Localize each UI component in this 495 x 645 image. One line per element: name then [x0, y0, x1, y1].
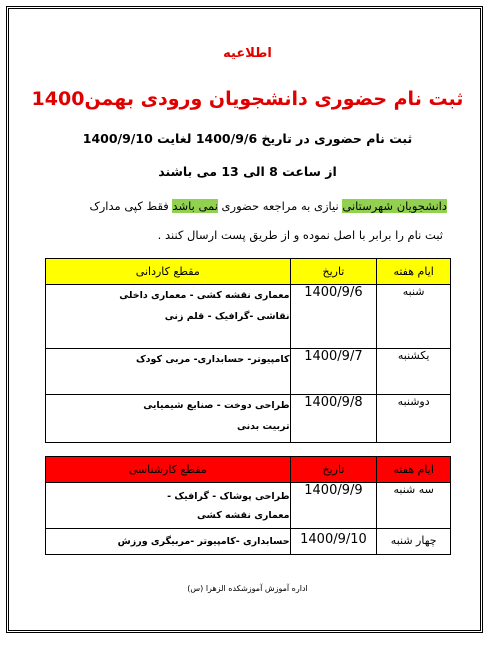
- row-majors: [46, 395, 291, 443]
- row-majors: [46, 349, 291, 395]
- major-line: طراحی پوشاک - گرافیک -: [167, 491, 290, 502]
- main-title: ثبت نام حضوری دانشجویان ورودی بهمن1400: [31, 88, 464, 110]
- table-row: [46, 285, 451, 349]
- registration-date-range: ثبت نام حضوری در تاریخ 1400/9/6 لغایت 1400/9/10: [82, 131, 413, 146]
- row-day: دوشنبه: [377, 395, 451, 443]
- row-date: 1400/9/6: [290, 285, 377, 349]
- major-line: نقاشی -گرافیک - قلم زنی: [164, 311, 290, 322]
- highlight-not-required: نمی باشد: [172, 199, 218, 213]
- out-of-town-notice-line-2: ثبت نام را برابر با اصل نموده و از طریق پست ارسال کنند .: [157, 228, 443, 242]
- row-majors: [46, 529, 291, 555]
- row-day: یکشنبه: [377, 349, 451, 395]
- header-date: تاریخ: [290, 259, 377, 285]
- row-date: 1400/9/9: [290, 483, 377, 529]
- kardani-schedule-table: [45, 258, 451, 443]
- header-section: مقطع کاردانی: [46, 259, 291, 285]
- table-row: [46, 529, 451, 555]
- major-line: معماری نقشه کشی: [196, 510, 290, 521]
- row-majors: [46, 285, 291, 349]
- row-date: 1400/9/7: [290, 349, 377, 395]
- footer-signature: اداره آموزش آموزشکده الزهرا (س): [187, 584, 308, 593]
- major-line: طراحی دوخت - صنایع شیمیایی: [143, 400, 290, 411]
- registration-hours: از ساعت 8 الی 13 می باشند: [158, 164, 337, 179]
- row-date: 1400/9/10: [290, 529, 377, 555]
- header-day: ایام هفته: [377, 457, 451, 483]
- karshenasi-schedule-table: [45, 456, 451, 555]
- notice-text-segment: فقط کپی مدارک: [89, 199, 173, 213]
- row-majors: [46, 483, 291, 529]
- row-day: سه شنبه: [377, 483, 451, 529]
- row-day: چهار شنبه: [377, 529, 451, 555]
- major-line: کامپیوتر- حسابداری- مربی کودک: [135, 354, 290, 365]
- table-header-row: [46, 259, 451, 285]
- major-line: حسابداری -کامپیوتر -مربیگری ورزش: [117, 536, 290, 547]
- notice-title: اطلاعیه: [223, 46, 272, 61]
- table-header-row: [46, 457, 451, 483]
- notice-text-segment: نیازی به مراجعه حضوری: [217, 199, 343, 213]
- major-line: تربیت بدنی: [237, 421, 290, 432]
- row-day: شنبه: [377, 285, 451, 349]
- table-row: [46, 395, 451, 443]
- header-section: مقطع کارشناسی: [46, 457, 291, 483]
- header-day: ایام هفته: [377, 259, 451, 285]
- major-line: معماری نقشه کشی - معماری داخلی: [119, 290, 290, 301]
- highlight-out-of-town-students: دانشجویان شهرستانی: [342, 199, 447, 213]
- table-row: [46, 483, 451, 529]
- row-date: 1400/9/8: [290, 395, 377, 443]
- header-date: تاریخ: [290, 457, 377, 483]
- table-row: [46, 349, 451, 395]
- out-of-town-notice-line-1: [30, 199, 447, 213]
